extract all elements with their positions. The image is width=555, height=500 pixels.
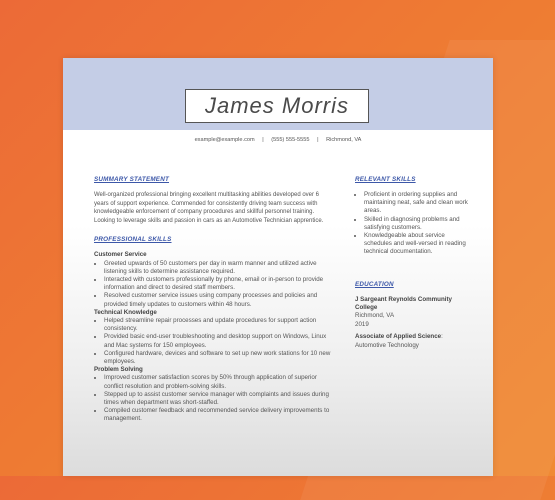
candidate-name: James Morris	[204, 93, 349, 118]
list-item: • Compiled customer feedback and recommended service delivery improvements to management.	[104, 407, 332, 423]
list-item: • Knowledgeable about service schedules and well-versed in reading technical documentation.	[364, 232, 473, 257]
relevant-skills-title: RELEVANT SKILLS	[355, 176, 416, 183]
contact-email: example@example.com	[194, 137, 255, 143]
education-location: Richmond, VA	[355, 312, 395, 320]
contact-location: Richmond, VA	[326, 137, 362, 143]
skill-group-list	[94, 317, 332, 366]
education-degree: Associate of Applied Science	[355, 333, 442, 341]
education-title: EDUCATION	[355, 280, 394, 288]
resume-page	[63, 58, 493, 476]
summary-text: Well-organized professional bringing excellent multitasking abilities developed over 6 years of support experience. Commended for consistently driving team success with knowledgeable enforcement of company procedures and skillful personnel training. Looking to leverage skills and passion in cars as an Automotive Technician apprentice.	[94, 192, 324, 224]
right-column	[355, 176, 473, 350]
summary-title: SUMMARY STATEMENT	[94, 176, 169, 183]
list-item: • Provided basic end-user troubleshooting and desktop support on Windows, Linux and Mac systems for 150 employees.	[104, 333, 332, 349]
list-item: • Skilled in diagnosing problems and satisfying customers.	[364, 216, 473, 232]
list-item: • Helped streamline repair processes and update procedures for support action consistency.	[104, 317, 332, 333]
skill-group-heading: Customer Service	[94, 251, 147, 259]
education-year: 2019	[355, 320, 369, 328]
list-item: • Resolved customer service issues using company processes and policies and provided timely updates to customers within 48 hours.	[104, 292, 332, 308]
list-item: • Proficient in ordering supplies and maintaining neat, safe and clean work areas.	[364, 191, 473, 216]
left-column	[94, 176, 332, 424]
skill-group-heading: Technical Knowledge	[94, 308, 157, 316]
contact-separator: |	[317, 137, 319, 143]
education-field: Automotive Technology	[355, 341, 419, 349]
list-item: • Interacted with customers professionally by phone, email or in-person to provide information and direct to desired staff members.	[104, 276, 332, 292]
list-item: • Stepped up to assist customer service manager with complaints and issues during times when department was short-staffed.	[104, 391, 332, 407]
professional-skills-title: PROFESSIONAL SKILLS	[94, 236, 172, 244]
skill-group-list	[94, 374, 332, 423]
list-item: • Improved customer satisfaction scores by 50% through application of superior conflict resolution and problem-solving skills.	[104, 374, 332, 390]
contact-phone: (555) 555-5555	[271, 137, 310, 143]
relevant-skills-list	[355, 191, 473, 257]
list-item: • Greeted upwards of 50 customers per day in warm manner and utilized active listening skills to determine assistance required.	[104, 260, 332, 276]
education-school: J Sargeant Reynolds Community College	[355, 295, 452, 312]
education-degree-line: Associate of Applied Science:	[355, 333, 443, 341]
skill-group-heading: Problem Solving	[94, 366, 143, 374]
list-item: • Configured hardware, devices and software to set up new work stations for 10 new employees.	[104, 350, 332, 366]
contact-line	[63, 137, 493, 143]
contact-separator: |	[262, 137, 264, 143]
skill-group-list	[94, 260, 332, 309]
name-box	[185, 89, 369, 123]
